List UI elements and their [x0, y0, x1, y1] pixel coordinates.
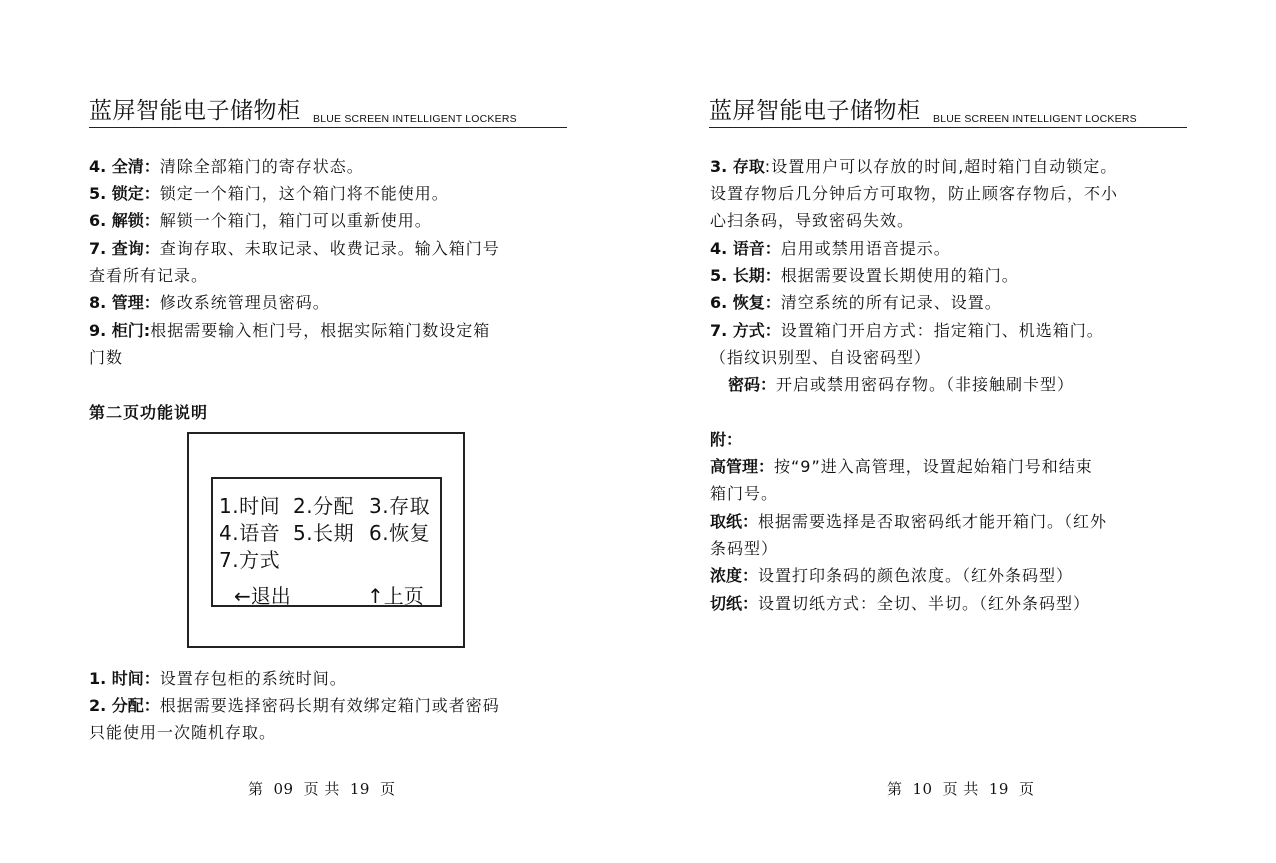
right-page	[638, 0, 1276, 863]
menu-item-time[interactable]: 1.时间	[219, 494, 281, 518]
menu-item-assign[interactable]: 2.分配	[293, 494, 355, 518]
appendix-heading: 附：	[710, 430, 743, 449]
nav-back-exit[interactable]: ←退出	[234, 584, 291, 608]
list-item: 6. 解锁：解锁一个箱门，箱门可以重新使用。	[89, 211, 432, 230]
header-title-en: BLUE SCREEN INTELLIGENT LOCKERS	[933, 113, 1137, 125]
list-item: 6. 恢复：清空系统的所有记录、设置。	[710, 293, 1002, 312]
list-item: 3. 存取:设置用户可以存放的时间,超时箱门自动锁定。	[710, 157, 1118, 176]
list-item: 心扫条码，导致密码失效。	[710, 211, 915, 230]
list-item: 设置存物后几分钟后方可取物，防止顾客存物后，不小	[710, 184, 1119, 203]
menu-item-storage[interactable]: 3.存取	[369, 494, 431, 518]
list-item: 7. 查询：查询存取、未取记录、收费记录。输入箱门号	[89, 239, 500, 258]
page-header	[709, 95, 1187, 128]
list-item: 取纸：根据需要选择是否取密码纸才能开箱门。（红外	[710, 512, 1108, 531]
list-item: 密码：开启或禁用密码存物。（非接触刷卡型）	[728, 375, 1075, 394]
section-heading: 第二页功能说明	[89, 403, 209, 422]
header-title-cn: 蓝屏智能电子储物柜	[709, 98, 921, 124]
list-item: 4. 全清：清除全部箱门的寄存状态。	[89, 157, 364, 176]
list-item: 箱门号。	[710, 484, 779, 503]
list-item: 8. 管理：修改系统管理员密码。	[89, 293, 330, 312]
list-item: 高管理：按“9”进入高管理，设置起始箱门号和结束	[710, 457, 1093, 476]
list-item: 5. 长期：根据需要设置长期使用的箱门。	[710, 266, 1019, 285]
list-item: 4. 语音：启用或禁用语音提示。	[710, 239, 951, 258]
nav-prev-page[interactable]: ↑上页	[367, 584, 424, 608]
menu-item-restore[interactable]: 6.恢复	[369, 521, 431, 545]
list-item: 条码型）	[710, 539, 779, 558]
list-item: 2. 分配：根据需要选择密码长期有效绑定箱门或者密码	[89, 696, 500, 715]
menu-item-mode[interactable]: 7.方式	[219, 548, 281, 572]
list-item: 切纸：设置切纸方式：全切、半切。（红外条码型）	[710, 594, 1091, 613]
menu-item-longterm[interactable]: 5.长期	[293, 521, 355, 545]
list-item: （指纹识别型、自设密码型）	[710, 348, 932, 367]
page-footer: 第 09 页 共 19 页	[248, 780, 396, 798]
list-item: 浓度：设置打印条码的颜色浓度。（红外条码型）	[710, 566, 1074, 585]
page-footer: 第 10 页 共 19 页	[887, 780, 1035, 798]
header-title-cn: 蓝屏智能电子储物柜	[89, 98, 301, 124]
list-item: 5. 锁定：锁定一个箱门，这个箱门将不能使用。	[89, 184, 449, 203]
list-item: 查看所有记录。	[89, 266, 209, 285]
menu-item-voice[interactable]: 4.语音	[219, 521, 281, 545]
page-header	[89, 95, 567, 128]
list-item: 只能使用一次随机存取。	[89, 723, 277, 742]
list-item: 9. 柜门:根据需要输入柜门号，根据实际箱门数设定箱	[89, 321, 491, 340]
header-title-en: BLUE SCREEN INTELLIGENT LOCKERS	[313, 113, 517, 125]
list-item: 1. 时间：设置存包柜的系统时间。	[89, 669, 347, 688]
list-item: 7. 方式：设置箱门开启方式：指定箱门、机选箱门。	[710, 321, 1104, 340]
list-item: 门数	[89, 348, 124, 367]
